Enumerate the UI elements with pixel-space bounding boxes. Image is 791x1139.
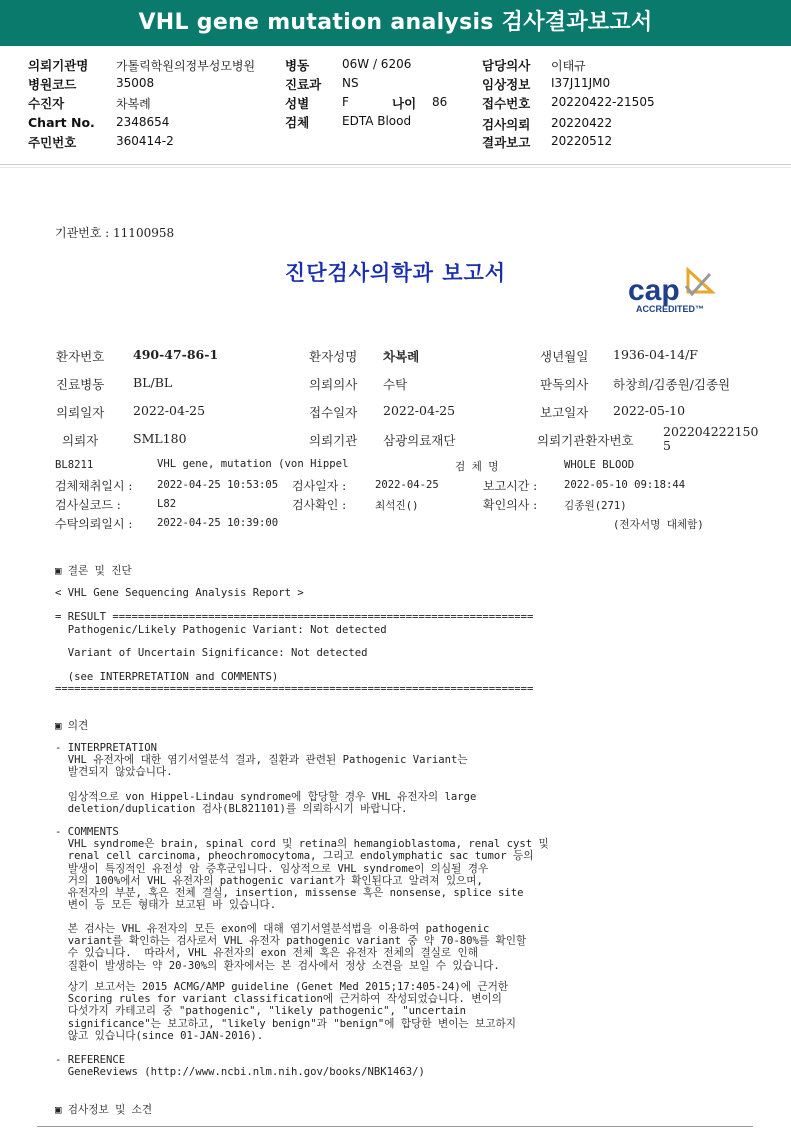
- value-resident-no: 360414-2: [116, 134, 174, 148]
- label-requesting-institution: 의뢰기관명: [28, 58, 89, 73]
- comments-method: 본 검사는 VHL 유전자의 모든 exon에 대해 염기서열분석법을 이용하여 pathogenic variant를 확인하는 검사로서 VHL 유전자 pathogenic variant 중 약 70-80%를 확인할 수 있습니다. 따라서, VHL 유전자의 exon 전체 혹은 유전자 전체의 결실로 인해 질환이 발생하는 약 20-30%의 환자에서는 본 검사에서 정상 소견을 보일 수 있습니다.: [67, 923, 527, 972]
- label-requesting-doctor: 의뢰의사: [309, 377, 358, 392]
- label-report-date: 보고일자: [540, 405, 589, 420]
- result-pathogenic: Pathogenic/Likely Pathogenic Variant: Not detected: [55, 624, 387, 636]
- label-test-date: 검사일자 :: [292, 479, 347, 493]
- label-confirm-doctor: 확인의사 :: [483, 498, 538, 512]
- electronic-signature-note: (전자서명 대체함): [613, 519, 704, 531]
- comments-block: - COMMENTS VHL syndrome은 brain, spinal cord 및 retina의 hemangioblastoma, renal cyst 및 renal cell carcinoma, pheochromocytoma, 그리고 endolymphatic sac tumor 등의 발생이 특징적인 유전성 암 증후군입니다. 임상적으로 VHL syndrome이 의심될 경우 거의 100%에서 VHL 유전자의 pathogenic variant가 확인된다고 알려져 있으며, 유전자의 부분, 혹은 전체 결실, insertion, missense 혹은 nonsense, splice site 변이 등 모든 형태가 보고된 바 있습니다.: [55, 826, 549, 912]
- value-test-request: 20220422: [551, 116, 613, 130]
- test-name: VHL gene, mutation (von Hippel: [157, 458, 349, 470]
- label-institution-patient-no: 의뢰기관환자번호: [537, 433, 634, 448]
- report-subtitle: < VHL Gene Sequencing Analysis Report >: [55, 587, 304, 599]
- label-specimen-name: 검 체 명: [455, 461, 499, 473]
- label-request-datetime: 수탁의뢰일시 :: [55, 517, 133, 531]
- value-requesting-doctor: 수탁: [383, 377, 408, 392]
- label-chart-no: Chart No.: [28, 115, 95, 130]
- label-department: 진료과: [285, 77, 322, 92]
- result-separator-top: = RESULT ==================================================================: [55, 611, 534, 623]
- value-requesting-institution-doc: 삼광의료재단: [383, 433, 456, 448]
- cap-accredited-text: ACCREDITED™: [636, 304, 705, 314]
- label-resident-no: 주민번호: [28, 135, 77, 150]
- label-request-date: 의뢰일자: [56, 405, 105, 420]
- value-requester: SML180: [133, 431, 187, 446]
- value-hospital-code: 35008: [116, 76, 155, 90]
- label-requesting-institution-doc: 의뢰기관: [309, 433, 358, 448]
- label-age: 나이: [392, 96, 417, 111]
- result-vus: Variant of Uncertain Significance: Not detected: [55, 647, 368, 659]
- page-bottom-divider: [37, 1126, 753, 1127]
- label-specimen: 검체: [285, 115, 310, 130]
- value-clinical-info: I37J11JM0: [551, 76, 611, 90]
- value-department: NS: [342, 76, 359, 90]
- label-patient-no: 환자번호: [56, 349, 105, 364]
- value-request-datetime: 2022-04-25 10:39:00: [157, 517, 279, 529]
- label-test-confirm: 검사확인 :: [292, 498, 347, 512]
- label-receipt-no: 접수번호: [482, 96, 531, 111]
- value-institution-patient-no: 202204222150: [663, 424, 759, 439]
- test-code: BL8211: [55, 459, 94, 471]
- value-specimen-name: WHOLE BLOOD: [564, 459, 635, 471]
- label-birth-date: 생년월일: [540, 349, 589, 364]
- label-ward: 병동: [285, 58, 310, 73]
- value-request-date: 2022-04-25: [133, 403, 206, 418]
- value-clinic-ward: BL/BL: [133, 375, 173, 390]
- value-report-date: 2022-05-10: [613, 403, 686, 418]
- comments-guideline: 상기 보고서는 2015 ACMG/AMP guideline (Genet Med 2015;17:405-24)에 근거한 Scoring rules for variant classification에 근거하여 작성되었습니다. 변이의 다섯가지 카테고리 중 "pathogenic", "likely pathogenic", "uncertain significance"는 보고하고, "likely benign"과 "benign"에 합당한 변이는 보고하지 않고 있습니다(since 01-JAN-2016).: [67, 981, 516, 1042]
- label-clinical-info: 임상정보: [482, 77, 531, 92]
- label-result-report: 결과보고: [482, 135, 531, 150]
- value-receipt-no: 20220422-21505: [551, 95, 655, 109]
- label-hospital-code: 병원코드: [28, 77, 77, 92]
- value-test-date: 2022-04-25: [375, 479, 439, 491]
- label-collected-datetime: 검체채취일시 :: [55, 479, 133, 493]
- value-patient-name: 차복례: [383, 349, 420, 364]
- value-sex: F: [342, 95, 349, 109]
- label-receipt-date: 접수일자: [309, 405, 358, 420]
- section-conclusion-heading: ▣ 결론 및 진단: [55, 565, 132, 577]
- value-collected-datetime: 2022-04-25 10:53:05: [157, 479, 279, 491]
- label-attending-doctor: 담당의사: [482, 58, 531, 73]
- report-banner-title: VHL gene mutation analysis 검사결과보고서: [0, 0, 791, 46]
- value-report-time: 2022-05-10 09:18:44: [564, 479, 686, 491]
- value-test-confirm: 최석진(): [375, 500, 419, 512]
- label-clinic-ward: 진료병동: [56, 377, 105, 392]
- report-title: 진단검사의학과 보고서: [284, 261, 507, 285]
- value-institution-patient-no-cont: 5: [663, 438, 671, 453]
- value-attending-doctor: 이태규: [551, 59, 586, 73]
- value-ward: 06W / 6206: [342, 57, 412, 71]
- label-requester: 의뢰자: [62, 433, 99, 448]
- value-reading-doctor: 하창희/김종원/김종원: [613, 377, 731, 392]
- label-patient-name: 환자성명: [309, 349, 358, 364]
- cap-accredited-logo: [626, 262, 736, 322]
- header-divider: [0, 164, 791, 165]
- section-test-info-heading: ▣ 검사정보 및 소견: [55, 1104, 153, 1116]
- value-requesting-institution: 가톨릭학원의정부성모병원: [116, 59, 256, 73]
- value-result-report: 20220512: [551, 134, 613, 148]
- interpretation-block: - INTERPRETATION VHL 유전자에 대한 염기서열분석 결과, 질환과 관련된 Pathogenic Variant는 발견되지 않았습니다.: [55, 742, 468, 779]
- label-test-request: 검사의뢰: [482, 117, 531, 132]
- result-see-note: (see INTERPRETATION and COMMENTS): [55, 671, 279, 683]
- reference-block: - REFERENCE GeneReviews (http://www.ncbi.nlm.nih.gov/books/NBK1463/): [55, 1054, 425, 1079]
- interpretation-note: 임상적으로 von Hippel-Lindau syndrome에 합당할 경우 VHL 유전자의 large deletion/duplication 검사(BL821101)를 의뢰하시기 바랍니다.: [67, 791, 477, 816]
- value-lab-code: L82: [157, 498, 177, 510]
- result-separator-bottom: ===========================================================================: [55, 683, 534, 695]
- value-confirm-doctor: 김종원(271): [564, 500, 627, 512]
- label-reading-doctor: 판독의사: [540, 377, 589, 392]
- cap-logo-text: cap: [628, 274, 680, 307]
- value-chart-no: 2348654: [116, 115, 170, 129]
- value-receipt-date: 2022-04-25: [383, 403, 456, 418]
- header-divider-secondary: [0, 167, 791, 168]
- label-sex: 성별: [285, 96, 310, 111]
- value-specimen: EDTA Blood: [342, 114, 412, 128]
- label-patient: 수진자: [28, 96, 65, 111]
- value-patient-no: 490-47-86-1: [133, 347, 219, 362]
- value-patient: 차복례: [116, 97, 151, 111]
- label-lab-code: 검사실코드 :: [55, 498, 121, 512]
- value-age: 86: [432, 95, 448, 109]
- institution-number: 기관번호 : 11100958: [55, 226, 175, 240]
- label-report-time: 보고시간 :: [483, 479, 538, 493]
- section-opinion-heading: ▣ 의견: [55, 720, 89, 732]
- value-birth-date: 1936-04-14/F: [613, 347, 698, 362]
